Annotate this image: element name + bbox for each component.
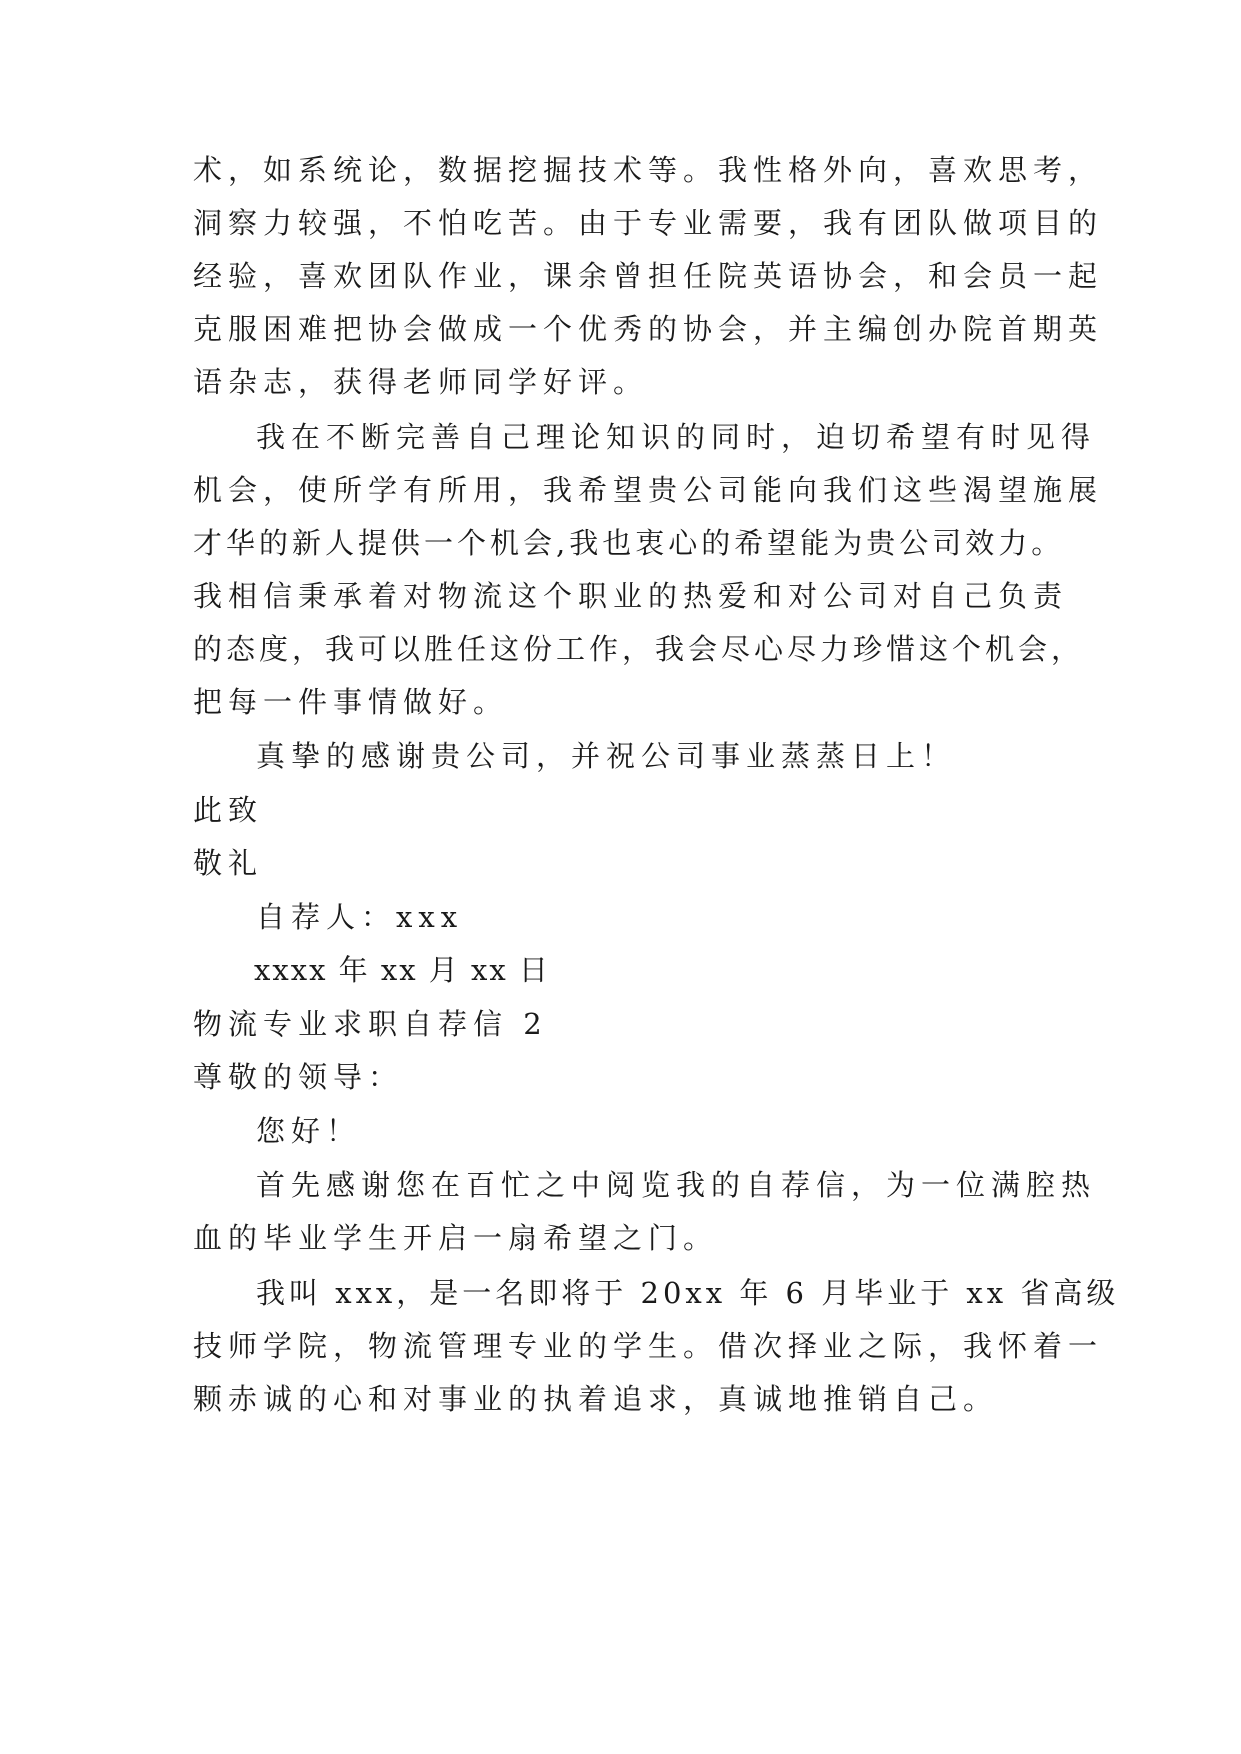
body-text-line: 首先感谢您在百忙之中阅览我的自荐信，为一位满腔热 [256,1168,1097,1202]
body-text-line: 才华的新人提供一个机会,我也衷心的希望能为贵公司效力。 [193,526,1065,560]
body-text-line: 我在不断完善自己理论知识的同时，迫切希望有时见得 [256,420,1097,454]
closing-salutation: 此致 [193,793,264,827]
greeting-hello: 您好！ [256,1114,362,1148]
body-text-line: 的态度，我可以胜任这份工作，我会尽心尽力珍惜这个机会， [193,632,1085,666]
greeting: 尊敬的领导： [193,1060,404,1094]
body-text-line: 血的毕业学生开启一扇希望之门。 [193,1221,719,1255]
body-text-line: 颗赤诚的心和对事业的执着追求，真诚地推销自己。 [193,1382,999,1416]
section-title: 物流专业求职自荐信 2 [193,1007,548,1041]
body-text-line: 真挚的感谢贵公司，并祝公司事业蒸蒸日上！ [256,739,957,773]
body-text-line: 经验，喜欢团队作业，课余曾担任院英语协会，和会员一起 [193,259,1104,293]
signature-date: xxxx 年 xx 月 xx 日 [254,953,550,987]
body-text-line: 克服困难把协会做成一个优秀的协会，并主编创办院首期英 [193,312,1104,346]
body-text-line: 我相信秉承着对物流这个职业的热爱和对公司对自己负责 [193,579,1069,613]
signature-name: 自荐人：xxx [256,900,464,934]
body-text-line: 洞察力较强，不怕吃苦。由于专业需要，我有团队做项目的 [193,206,1104,240]
body-text-line: 机会，使所学有所用，我希望贵公司能向我们这些渴望施展 [193,473,1104,507]
body-text-line: 语杂志，获得老师同学好评。 [193,365,649,399]
closing-regards: 敬礼 [193,846,264,880]
body-text-line: 我叫 xxx，是一名即将于 20xx 年 6 月毕业于 xx 省高级 [256,1276,1120,1310]
body-text-line: 技师学院，物流管理专业的学生。借次择业之际，我怀着一 [193,1329,1104,1363]
body-text-line: 术，如系统论，数据挖掘技术等。我性格外向，喜欢思考， [193,153,1104,187]
body-text-line: 把每一件事情做好。 [193,685,509,719]
